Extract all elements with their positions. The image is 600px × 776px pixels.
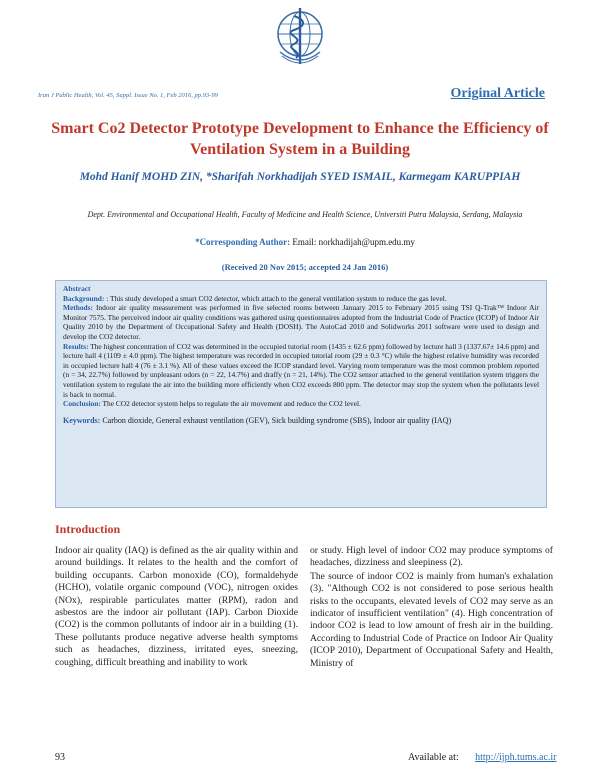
results-text: The highest concentration of CO2 was determined in the occupied tutorial room (1435 ± 62.6 ppm) followed by lecture hall 3 (1337.67± 14.6 ppm) and lecture hall 4 (1109 ± 4.0 ppm). The highest temperature was recorded in occupied tutorial room (29 ± 0.3 °C) while the highest relative humidity was recorded in occupied lecture hall 4 (76 ± 3.1 %). All of these values exceed the ICOP standard level. Varying room temperature was the most common problem reported (n = 34, 22.7%) followed by unpleasant odors (n = 22, 14.7%) and draffy (n = 21, 14%). The CO2 sensor attached to the general ventilation system triggers the ventilation system to regulate the air into the building more efficiently when CO2 exceeds 800 ppm. The detector may stop the system when the pollutants level is back to normal. xyxy=(63,341,539,399)
journal-citation: Iran J Public Health, Vol. 45, Suppl. Issue No. 1, Feb 2016, pp.93-99 xyxy=(38,92,218,99)
methods-text: Indoor air quality measurement was performed in five selected rooms between January 2015 to February 2015 using TSI Q-Trak™ Indoor Air Monitor 7575. The perceived indoor air quality conditions was gathered using questionnaires adopted from the Industrial Code of Practice (ICOP) of Indoor Air Quality 2010 by the Department of Occupational Safety and Health (DOSH). The AutoCad 2010 and Solidworks 2011 software were used to design and develop the CO2 detector. xyxy=(63,303,540,341)
caduceus-globe-logo-icon xyxy=(270,6,330,68)
conclusion-text: The CO2 detector system helps to regulate the air movement and reduce the CO2 level. xyxy=(102,399,361,409)
received-dates: (Received 20 Nov 2015; accepted 24 Jan 2016) xyxy=(221,262,389,272)
availability-note xyxy=(408,752,557,763)
results-label: Results: xyxy=(63,341,89,351)
methods-label: Methods: xyxy=(63,303,93,313)
corresponding-author xyxy=(40,237,570,247)
conclusion-label: Conclusion: xyxy=(63,399,101,409)
intro-paragraph-continued: or study. High level of indoor CO2 may produce symptoms of headaches, dizziness and sleepiness (2). xyxy=(310,545,553,569)
corresponding-author-label: *Corresponding Author: xyxy=(195,237,291,247)
affiliation: Dept. Environmental and Occupational Health, Faculty of Medicine and Health Science, Universiti Putra Malaysia, Serdang, Malaysia xyxy=(87,210,523,219)
author-list: Mohd Hanif MOHD ZIN, *Sharifah Norkhadijah SYED ISMAIL, Karmegam KARUPPIAH xyxy=(79,171,521,183)
abstract-conclusion xyxy=(63,399,539,409)
background-text: : This study developed a smart CO2 detector, which attach to the general ventilation system to reduce the gas level. xyxy=(106,293,447,303)
abstract-box xyxy=(55,280,547,508)
background-label: Background: xyxy=(63,293,105,303)
page-number: 93 xyxy=(55,752,65,763)
keywords-label: Keywords: xyxy=(63,415,101,425)
section-heading-introduction: Introduction xyxy=(55,522,121,536)
intro-paragraph: Indoor air quality (IAQ) is defined as the air quality within and around buildings. It relates to the health and the comfort of building occupants. Carbon monoxide (CO), formaldehyde (HCHO), volatile organic compound (VOC), nitrogen oxides (NOx), respirable particulates matter (RPM), radon and asbestos are the indoor air pollutant (IAP). Carbon Dioxide (CO2) is the common pollutants of indoor air in a building (1). These pollutants produce negative adverse health symptoms such as headaches, dizziness, irritated eyes, sneezing, coughing, difficult breathing and inability to work xyxy=(55,545,298,668)
intro-paragraph-co2-source: The source of indoor CO2 is mainly from human's exhalation (3). "Although CO2 is not considered to pose serious health risks to the occupants, elevated levels of CO2 may serve as an indicator of insufficient ventilation" (4). High concentration of indoor CO2 is lead to low amount of fresh air in the building. According to Industrial Code of Practice on Indoor Air Quality (ICOP 2010), Department of Occupational Safety and Health, Ministry of xyxy=(310,570,553,669)
abstract-background xyxy=(63,294,539,304)
abstract-results xyxy=(63,342,539,400)
body-column-left xyxy=(55,545,298,670)
abstract-keywords xyxy=(63,416,539,426)
corresponding-email[interactable]: Email: norkhadijah@upm.edu.my xyxy=(292,237,415,247)
journal-url-link[interactable]: http://ijph.tums.ac.ir xyxy=(475,752,557,763)
abstract-heading: Abstract xyxy=(63,284,91,293)
article-type-label: Original Article xyxy=(450,86,545,101)
paper-title: Smart Co2 Detector Prototype Development to Enhance the Efficiency of Ventilation System in a Building xyxy=(51,120,549,158)
keywords-text: Carbon dioxide, General exhaust ventilation (GEV), Sick building syndrome (SBS), Indoor air quality (IAQ) xyxy=(102,415,452,425)
abstract-methods xyxy=(63,303,539,341)
journal-logo xyxy=(270,6,330,68)
body-column-right xyxy=(310,545,553,671)
available-label: Available at: xyxy=(408,752,459,763)
